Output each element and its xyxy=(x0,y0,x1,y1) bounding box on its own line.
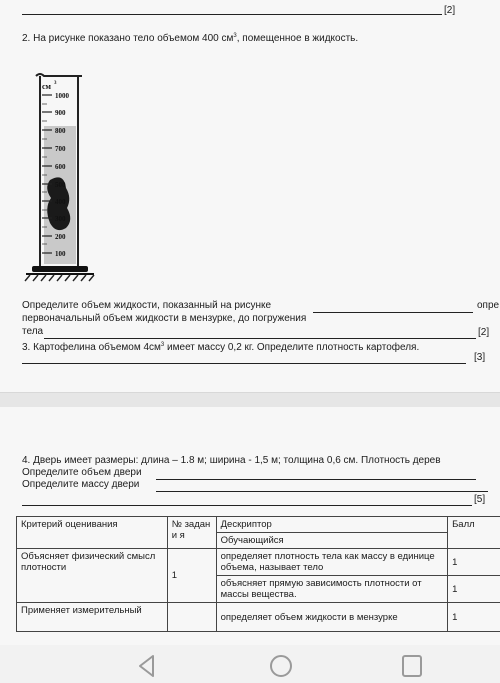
answer-line-q2-1 xyxy=(313,312,473,313)
page-separator xyxy=(0,392,500,408)
row-1-score-1: 1 xyxy=(448,549,500,576)
question-2-line-2: первоначальный объем жидкости в мензурке, до погружения xyxy=(22,313,307,324)
scale-label: 700 xyxy=(55,145,66,153)
system-navigation-bar xyxy=(0,645,500,683)
header-task-number: № задани я xyxy=(167,517,216,549)
answer-line-q3 xyxy=(22,363,466,364)
row-1-descriptor-2: объясняет прямую зависимость плотности от массы вещества. xyxy=(216,576,447,603)
row-1-score-2: 1 xyxy=(448,576,500,603)
question-2-title: 2. На рисунке показано тело объемом 400 $см^3$, помещенное в жидкость. xyxy=(22,33,359,44)
header-score: Балл xyxy=(448,517,500,549)
row-2-task xyxy=(167,603,216,632)
question-2-score: [2] xyxy=(478,327,490,338)
header-student: Обучающийся xyxy=(216,533,447,549)
scale-label: 400 xyxy=(55,198,66,206)
row-2-descriptor-1: определяет объем жидкости в мензурке xyxy=(216,603,447,632)
scale-label: 500 xyxy=(55,181,66,189)
scale-label: 300 xyxy=(55,215,66,223)
recent-apps-icon[interactable] xyxy=(400,653,424,679)
question-3-score: [3] xyxy=(474,352,486,363)
scale-label: 900 xyxy=(55,109,66,117)
question-3-title: 3. Картофелина объемом $4см^3$ имеет массу 0,2 кг. Определите плотность картофеля. xyxy=(22,342,420,353)
back-icon[interactable] xyxy=(135,653,159,679)
header-descriptor: Дескриптор xyxy=(216,517,447,533)
question-4-line-3: Определите массу двери xyxy=(22,479,140,490)
scale-label: 200 xyxy=(55,233,66,241)
row-1-criterion: Объясняет физический смысл плотности xyxy=(17,549,168,603)
answer-line-q4-1 xyxy=(156,479,476,480)
question-2-line-1a: Определите объем жидкости, показанный на рисунке xyxy=(22,300,272,311)
graduated-cylinder-figure xyxy=(22,68,142,283)
header-criterion: Критерий оценивания xyxy=(17,517,168,549)
answer-line-q4-3 xyxy=(22,505,472,506)
cylinder-unit: см xyxy=(42,82,51,91)
home-icon[interactable] xyxy=(268,653,294,679)
question-2-line-1b: опре xyxy=(477,300,500,311)
question-2-line-3: тела xyxy=(22,326,44,337)
row-1-task: 1 xyxy=(167,549,216,603)
scale-label: 800 xyxy=(55,127,66,135)
row-2-score-1: 1 xyxy=(448,603,500,632)
row-1-descriptor-1: определяет плотность тела как массу в единице объема, называет тело xyxy=(216,549,447,576)
answer-line-q4-2 xyxy=(156,491,488,492)
worksheet-page-2 xyxy=(0,407,500,645)
question-4-line-2: Определите объем двери xyxy=(22,467,142,478)
scale-label: 100 xyxy=(55,250,66,258)
criteria-table xyxy=(16,516,500,632)
question-4-title: 4. Дверь имеет размеры: длина – 1.8 м; ширина - 1,5 м; толщина 0,6 см. Плотность дерев xyxy=(22,455,441,466)
top-score: [2] xyxy=(444,5,456,16)
scale-label: 600 xyxy=(55,163,66,171)
cylinder-unit-sup: 3 xyxy=(54,81,57,86)
scale-label: 1000 xyxy=(55,92,69,100)
answer-line-top xyxy=(22,14,442,15)
row-2-criterion: Применяет измерительный xyxy=(17,603,168,632)
question-4-score: [5] xyxy=(474,494,486,505)
